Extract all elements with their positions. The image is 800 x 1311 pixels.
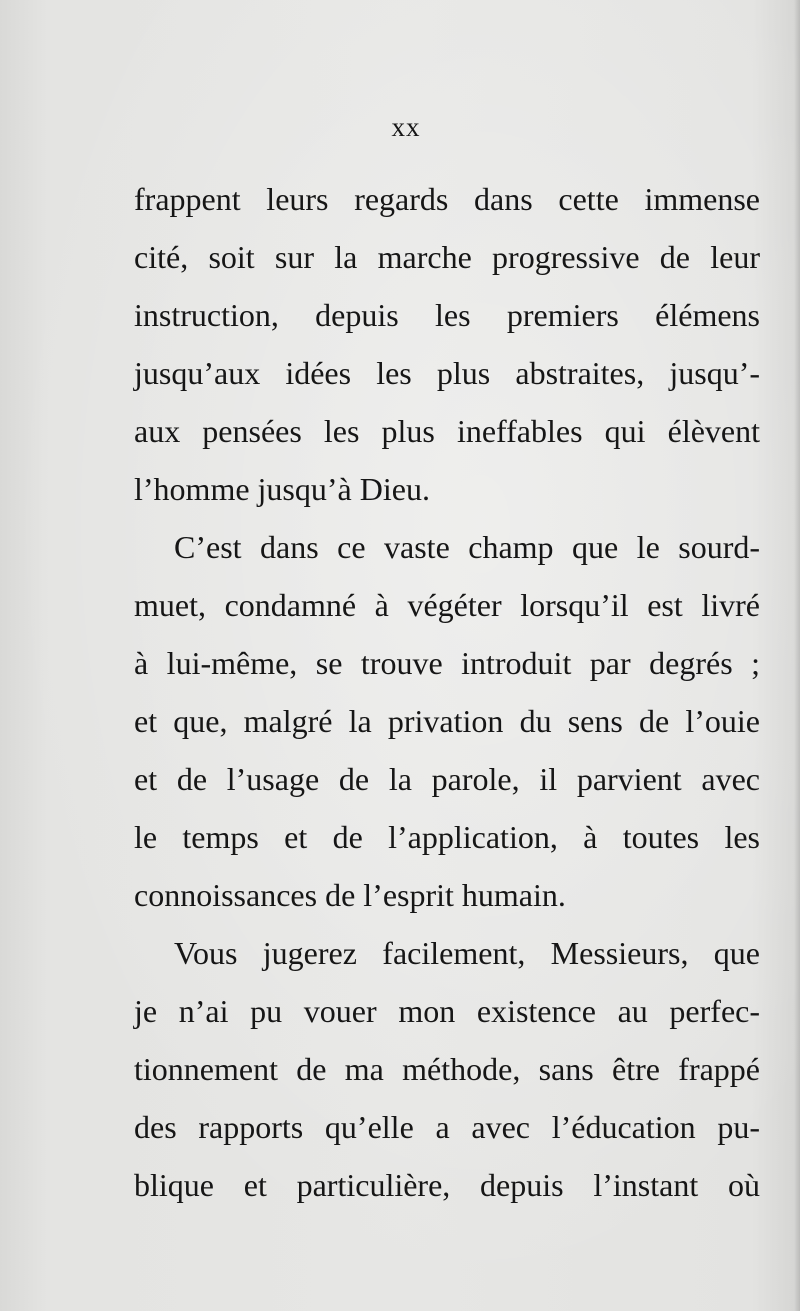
text-line: connoissances de l’esprit humain. [134, 877, 566, 913]
body-text [134, 170, 760, 1214]
paragraph [134, 924, 760, 1214]
paragraph [134, 170, 760, 518]
text-line: Vous jugerez facilement, Messieurs, que [174, 935, 760, 971]
text-line: blique et particulière, depuis l’instant où [134, 1167, 760, 1203]
text-line: C’est dans ce vaste champ que le sourd- [174, 529, 760, 565]
text-line: jusqu’aux idées les plus abstraites, jusqu’- [134, 355, 760, 391]
text-line: tionnement de ma méthode, sans être frappé [134, 1051, 760, 1087]
text-line: cité, soit sur la marche progressive de leur [134, 239, 760, 275]
text-line: aux pensées les plus ineffables qui élèvent [134, 413, 760, 449]
text-line: frappent leurs regards dans cette immense [134, 181, 760, 217]
text-line: à lui-même, se trouve introduit par degrés ; [134, 645, 760, 681]
page-number: xx [391, 112, 421, 142]
text-line: muet, condamné à végéter lorsqu’il est livré [134, 587, 760, 623]
text-line: l’homme jusqu’à Dieu. [134, 471, 430, 507]
page-edge-shadow [794, 0, 800, 1311]
paragraph [134, 518, 760, 924]
text-line: des rapports qu’elle a avec l’éducation pu- [134, 1109, 760, 1145]
text-line: et de l’usage de la parole, il parvient avec [134, 761, 760, 797]
text-line: je n’ai pu vouer mon existence au perfec- [134, 993, 760, 1029]
text-line: et que, malgré la privation du sens de l’ouie [134, 703, 760, 739]
text-line: instruction, depuis les premiers élémens [134, 297, 760, 333]
text-line: le temps et de l’application, à toutes les [134, 819, 760, 855]
